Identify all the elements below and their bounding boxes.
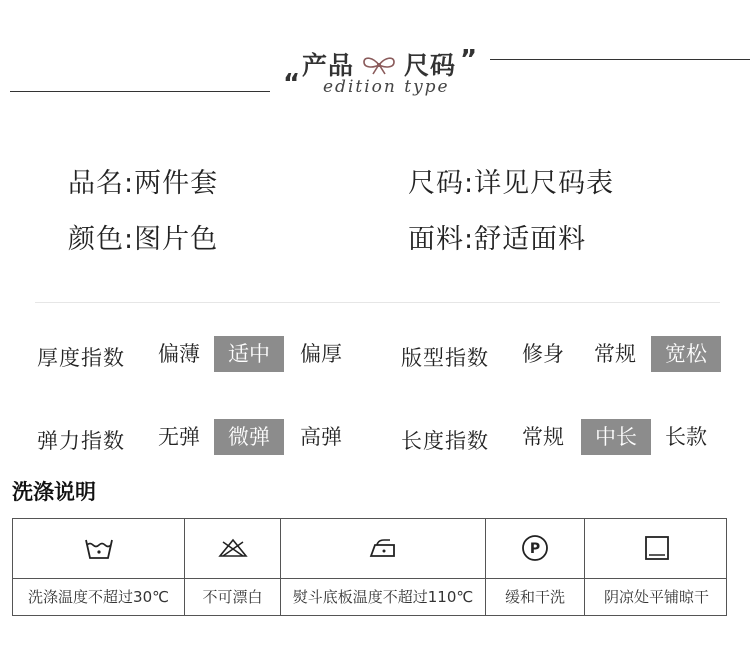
bow-icon (360, 53, 398, 75)
no-bleach-icon (185, 531, 280, 565)
length-option-regular: 常规 (522, 425, 564, 449)
wash-text-bleach: 不可漂白 (202, 588, 263, 606)
header-subtitle: edition type (323, 77, 450, 97)
elasticity-option-slight: 微弹 (214, 419, 284, 455)
svg-text:P: P (529, 541, 541, 557)
quote-open: “ (283, 69, 301, 99)
fit-option-slim: 修身 (522, 342, 564, 366)
fit-index-label: 版型指数 (401, 346, 489, 370)
header-line-right (490, 59, 750, 60)
elasticity-option-high: 高弹 (300, 425, 342, 449)
elasticity-index-label: 弹力指数 (37, 429, 125, 453)
length-index-label: 长度指数 (401, 429, 489, 453)
info-name: 品名:两件套 (68, 168, 219, 199)
length-option-long: 长款 (665, 425, 707, 449)
thickness-option-thick: 偏厚 (300, 342, 342, 366)
length-option-medium: 中长 (581, 419, 651, 455)
info-size: 尺码:详见尺码表 (408, 168, 615, 199)
wash-tub-icon (13, 531, 184, 565)
fit-option-loose: 宽松 (651, 336, 721, 372)
wash-text-dryclean: 缓和干洗 (504, 588, 565, 606)
iron-icon (281, 531, 485, 565)
thickness-option-medium: 适中 (214, 336, 284, 372)
header-title-part1: 产品 (302, 51, 355, 80)
info-fabric: 面料:舒适面料 (408, 224, 587, 255)
elasticity-option-none: 无弹 (158, 425, 200, 449)
header-line-left (10, 91, 270, 92)
wash-text-temp: 洗涤温度不超过30℃ (28, 588, 169, 606)
fit-option-regular: 常规 (594, 342, 636, 366)
header-title-part2: 尺码 (404, 51, 457, 80)
wash-table (12, 518, 727, 616)
dry-clean-p-icon (486, 531, 584, 565)
wash-text-iron: 熨斗底板温度不超过110℃ (292, 588, 474, 606)
quote-close: ” (460, 45, 478, 75)
thickness-option-thin: 偏薄 (158, 342, 200, 366)
section-divider (35, 302, 720, 303)
thickness-index-label: 厚度指数 (37, 346, 125, 370)
info-color: 颜色:图片色 (68, 224, 219, 255)
wash-title: 洗涤说明 (12, 480, 96, 504)
shade-dry-icon (585, 531, 728, 565)
wash-text-dry: 阴凉处平铺晾干 (603, 588, 709, 606)
